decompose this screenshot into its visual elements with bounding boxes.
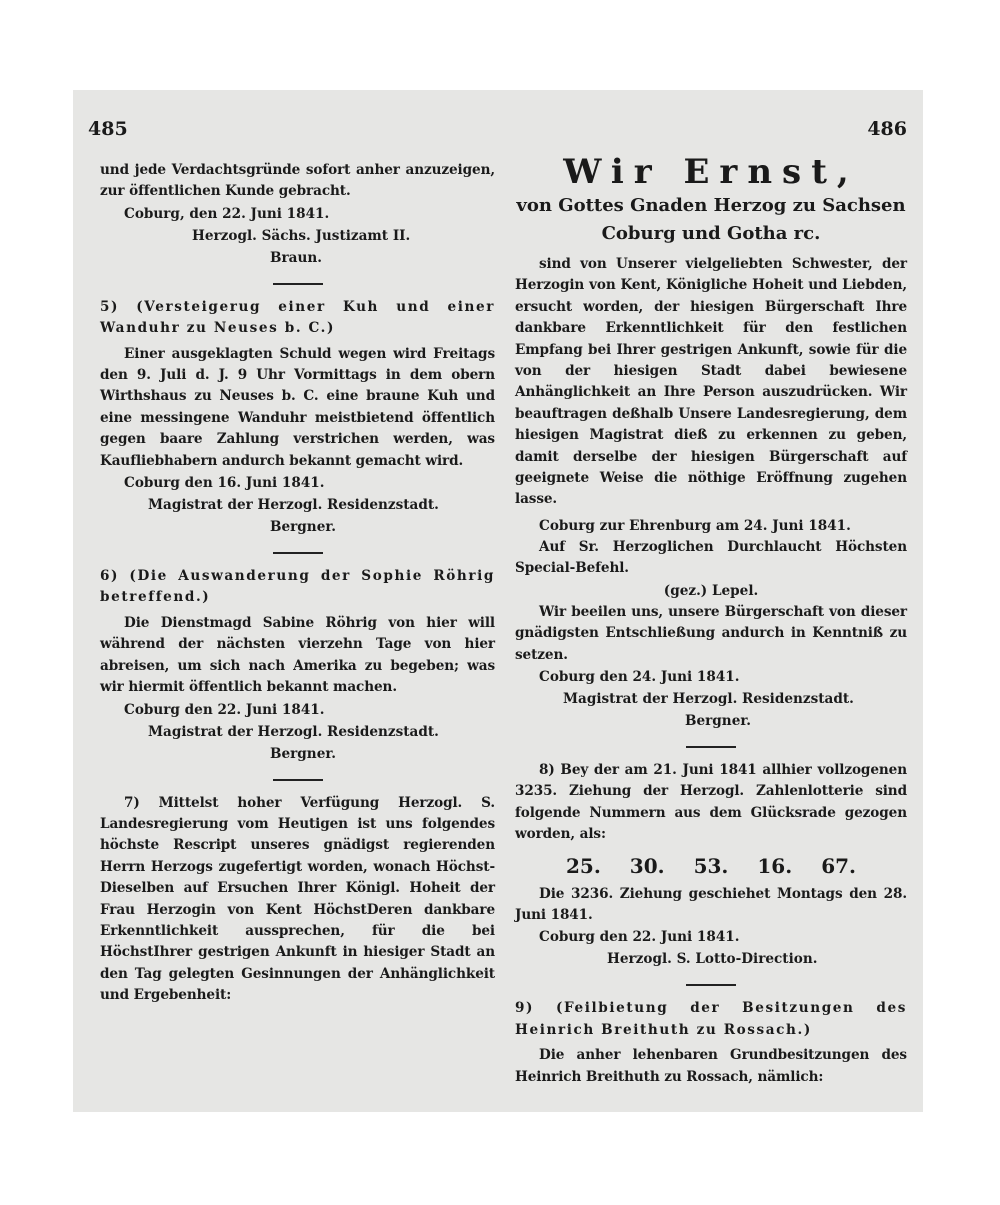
- rescript-place-date: Coburg zur Ehrenburg am 24. Juni 1841.: [539, 517, 851, 534]
- rescript-command: Auf Sr. Herzoglichen Durchlaucht Höchsten Special-Befehl.: [515, 538, 907, 577]
- notice-8-office: Herzogl. S. Lotto-Direction.: [607, 951, 818, 968]
- hasten-body: Wir beeilen uns, unsere Bürgerschaft von dieser gnädigsten Entschließung andurch in Kenntniß zu setzen.: [515, 603, 907, 663]
- rescript-subtitle: von Gottes Gnaden Herzog zu Sachsen: [516, 195, 906, 216]
- notice-6-body: Die Dienstmagd Sabine Röhrig von hier will während der nächsten vierzehn Tage von hier abreisen, um sich nach Amerika zu begeben; was wir hiermit öffentlich bekannt machen.: [100, 614, 495, 696]
- section-divider: [273, 552, 323, 554]
- page-number-right: 486: [867, 118, 907, 140]
- rescript-title: Wir Ernst,: [563, 152, 859, 192]
- notice-5-office: Magistrat der Herzogl. Residenzstadt.: [148, 497, 439, 514]
- notice-6-date: Coburg den 22. Juni 1841.: [124, 701, 325, 718]
- scanned-page-spread: [73, 90, 923, 1112]
- notice-8-next-draw: Die 3236. Ziehung geschiehet Montags den 28. Juni 1841.: [515, 885, 907, 923]
- hasten-office: Magistrat der Herzogl. Residenzstadt.: [563, 690, 854, 707]
- section-divider: [273, 283, 323, 285]
- notice-9-body: Die anher lehenbaren Grundbesitzungen des Heinrich Breithuth zu Rossach, nämlich:: [515, 1047, 907, 1085]
- intro-date: Coburg, den 22. Juni 1841.: [124, 205, 330, 222]
- hasten-signature: Bergner.: [685, 712, 751, 729]
- section-divider: [686, 746, 736, 748]
- rescript-body: sind von Unserer vielgeliebten Schwester, der Herzogin von Kent, Königliche Hoheit und Liebden, ersucht worden, der hiesigen Bürgerschaft Ihre dankbare Erkenntlichkeit für den festlichen Empfang bei Ihrer gestrigen Ankunft, sowie für die von der hiesigen Stadt dabei bewiesene Anhänglichkeit an Ihre Person auszudrücken. Wir beauftragen deßhalb Unsere Landesregierung, dem hiesigen Magistrat dieß zu erkennen zu geben, damit derselbe der hiesigen Bürgerschaft auf geeignete Weise die nöthige Eröffnung zugehen lasse.: [515, 256, 907, 508]
- lottery-number: 67.: [821, 853, 856, 878]
- notice-5-signature: Bergner.: [270, 519, 336, 536]
- lottery-numbers: [566, 854, 856, 878]
- rescript-subtitle-2: Coburg und Gotha rc.: [601, 223, 821, 244]
- lottery-number: 25.: [566, 853, 601, 878]
- notice-9-heading: 9) (Feilbietung der Besitzungen des Heinrich Breithuth zu Rossach.): [515, 1000, 907, 1038]
- lottery-number: 30.: [629, 853, 665, 878]
- left-page-body: [100, 160, 495, 1007]
- notice-8-body: 8) Bey der am 21. Juni 1841 allhier vollzogenen 3235. Ziehung der Herzogl. Zahlenlotterie sind folgende Nummern aus dem Glücksrade gezogen worden, als:: [515, 761, 907, 843]
- notice-6-signature: Bergner.: [270, 745, 336, 762]
- hasten-date: Coburg den 24. Juni 1841.: [539, 668, 740, 685]
- notice-6-heading: 6) (Die Auswanderung der Sophie Röhrig betreffend.): [100, 568, 495, 606]
- section-divider: [273, 779, 323, 781]
- notice-5-date: Coburg den 16. Juni 1841.: [124, 475, 325, 492]
- lottery-number: 53.: [693, 853, 729, 878]
- notice-7-body: 7) Mittelst hoher Verfügung Herzogl. S. Landesregierung vom Heutigen ist uns folgendes höchste Rescript unseres gnädigst regierenden Herrn Herzogs zugefertigt worden, wonach Höchst-Dieselben auf Ersuchen Ihrer Königl. Hoheit der Frau Herzogin von Kent HöchstDeren dankbare Erkenntlichkeit aussprechen, für die bei HöchstIhrer gestrigen Ankunft in hiesiger Stadt an den Tag gelegten Gesinnungen der Anhänglichkeit und Ergebenheit:: [100, 794, 495, 1004]
- lottery-number: 16.: [757, 853, 793, 878]
- intro-signature: Braun.: [270, 249, 322, 266]
- intro-office: Herzogl. Sächs. Justizamt II.: [192, 227, 411, 244]
- section-divider: [686, 984, 736, 986]
- rescript-signature: (gez.) Lepel.: [663, 582, 759, 599]
- notice-6-office: Magistrat der Herzogl. Residenzstadt.: [148, 723, 439, 740]
- notice-5-heading: 5) (Versteigerug einer Kuh und einer Wanduhr zu Neuses b. C.): [100, 298, 495, 337]
- notice-8-date: Coburg den 22. Juni 1841.: [539, 929, 740, 946]
- right-page-body: [515, 152, 907, 1088]
- intro-text: und jede Verdachtsgründe sofort anher anzuzeigen, zur öffentlichen Kunde gebracht.: [100, 162, 495, 200]
- page-number-left: 485: [88, 118, 128, 140]
- notice-5-body: Einer ausgeklagten Schuld wegen wird Freitags den 9. Juli d. J. 9 Uhr Vormittags in dem obern Wirthshaus zu Neuses b. C. eine braune Kuh und eine messingene Wanduhr meistbietend öffentlich gegen baare Zahlung verstrichen werden, was Kaufliebhabern andurch bekannt gemacht wird.: [100, 345, 495, 469]
